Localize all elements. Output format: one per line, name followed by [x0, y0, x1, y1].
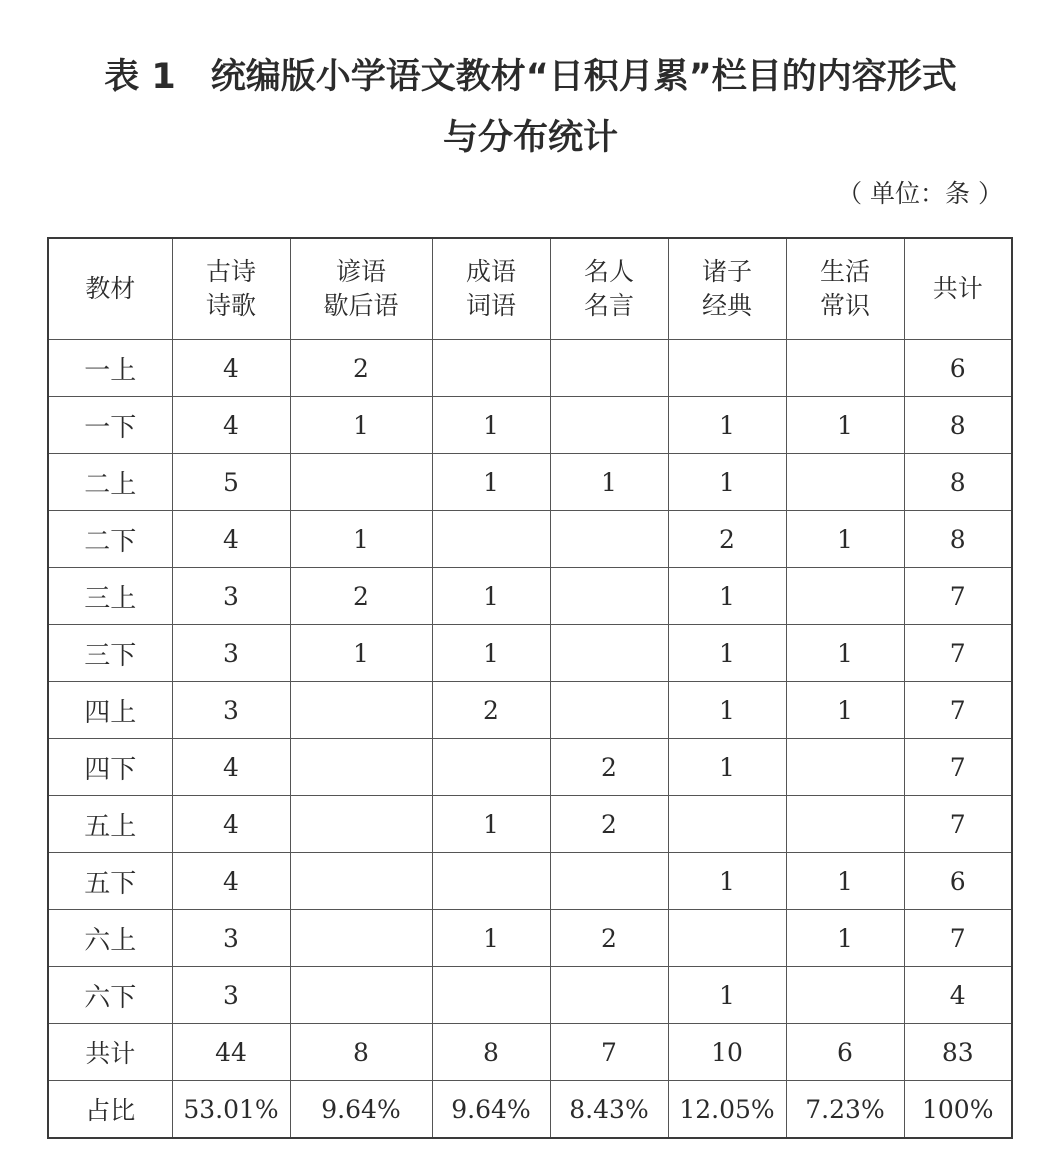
table-cell	[786, 568, 904, 625]
header-line: 教材	[85, 274, 136, 303]
table-cell: 2	[550, 796, 668, 853]
header-line: 共计	[932, 274, 983, 303]
table-cell: 4	[172, 511, 290, 568]
table-cell: 4	[172, 853, 290, 910]
table-cell: 1	[668, 853, 786, 910]
table-cell: 8.43%	[550, 1081, 668, 1139]
row-label: 六上	[48, 910, 172, 967]
table-cell: 9.64%	[432, 1081, 550, 1139]
table-cell: 5	[172, 454, 290, 511]
table-row	[48, 454, 1012, 511]
table-cell: 3	[172, 682, 290, 739]
table-cell	[550, 397, 668, 454]
table-cell: 1	[668, 397, 786, 454]
table-cell	[550, 967, 668, 1024]
table-row	[48, 568, 1012, 625]
table-cell: 3	[172, 625, 290, 682]
row-label: 三上	[48, 568, 172, 625]
header-ancient-poetry	[172, 238, 290, 340]
table-cell: 7	[550, 1024, 668, 1081]
table-cell: 6	[904, 340, 1012, 397]
table-cell	[668, 796, 786, 853]
table-row	[48, 1081, 1012, 1139]
table-row	[48, 910, 1012, 967]
table-cell: 8	[290, 1024, 432, 1081]
table-cell: 8	[904, 454, 1012, 511]
table-cell: 1	[668, 568, 786, 625]
table-cell: 7.23%	[786, 1081, 904, 1139]
table-cell: 3	[172, 967, 290, 1024]
row-label: 四下	[48, 739, 172, 796]
table-cell: 3	[172, 910, 290, 967]
table-cell: 3	[172, 568, 290, 625]
table-cell	[432, 511, 550, 568]
table-cell: 1	[786, 853, 904, 910]
row-label: 五上	[48, 796, 172, 853]
table-cell: 4	[904, 967, 1012, 1024]
table-cell: 2	[550, 910, 668, 967]
table-cell: 8	[432, 1024, 550, 1081]
table-cell	[786, 454, 904, 511]
header-line: 古诗	[205, 257, 256, 286]
table-cell: 7	[904, 625, 1012, 682]
table-cell: 1	[432, 625, 550, 682]
row-label: 五下	[48, 853, 172, 910]
table-row	[48, 796, 1012, 853]
table-cell: 9.64%	[290, 1081, 432, 1139]
header-common-knowledge	[786, 238, 904, 340]
table-cell	[550, 682, 668, 739]
table-cell	[432, 853, 550, 910]
table-cell	[290, 967, 432, 1024]
header-line: 经典	[701, 291, 752, 320]
table-cell: 6	[786, 1024, 904, 1081]
row-label: 一下	[48, 397, 172, 454]
table-cell: 12.05%	[668, 1081, 786, 1139]
table-cell: 7	[904, 910, 1012, 967]
table-cell	[290, 682, 432, 739]
table-cell	[786, 739, 904, 796]
table-cell	[668, 910, 786, 967]
header-textbook	[48, 238, 172, 340]
table-cell: 2	[550, 739, 668, 796]
table-cell: 1	[432, 454, 550, 511]
table-row	[48, 853, 1012, 910]
table-cell: 100%	[904, 1081, 1012, 1139]
table-cell: 1	[290, 511, 432, 568]
table-cell: 1	[432, 910, 550, 967]
table-cell	[432, 340, 550, 397]
table-cell: 1	[432, 397, 550, 454]
table-cell: 1	[786, 625, 904, 682]
header-line: 常识	[819, 291, 870, 320]
header-line: 生活	[819, 257, 870, 286]
table-title-line2: 与分布统计	[442, 118, 618, 158]
row-label: 共计	[48, 1024, 172, 1081]
header-line: 词语	[465, 291, 516, 320]
table-cell: 83	[904, 1024, 1012, 1081]
table-cell: 2	[290, 568, 432, 625]
table-title-line1: 表 1 统编版小学语文教材“日积月累”栏目的内容形式	[104, 57, 957, 97]
table-cell: 10	[668, 1024, 786, 1081]
header-line: 谚语	[335, 257, 386, 286]
header-line: 诗歌	[205, 291, 256, 320]
table-cell	[550, 625, 668, 682]
table-cell	[550, 568, 668, 625]
table-cell: 1	[290, 625, 432, 682]
table-cell: 1	[668, 682, 786, 739]
header-total	[904, 238, 1012, 340]
table-cell: 4	[172, 340, 290, 397]
table-cell: 8	[904, 511, 1012, 568]
table-row	[48, 625, 1012, 682]
table-cell: 2	[290, 340, 432, 397]
header-row	[48, 238, 1012, 340]
table-cell: 53.01%	[172, 1081, 290, 1139]
header-line: 成语	[465, 257, 516, 286]
table-cell: 2	[432, 682, 550, 739]
table-cell	[786, 967, 904, 1024]
table-row	[48, 340, 1012, 397]
table-cell	[290, 853, 432, 910]
table-cell: 1	[786, 511, 904, 568]
header-classics	[668, 238, 786, 340]
table-row	[48, 1024, 1012, 1081]
row-label: 一上	[48, 340, 172, 397]
table-row	[48, 511, 1012, 568]
table-cell: 7	[904, 568, 1012, 625]
header-idioms	[432, 238, 550, 340]
row-label: 四上	[48, 682, 172, 739]
header-line: 名言	[583, 291, 634, 320]
table-cell: 6	[904, 853, 1012, 910]
header-proverbs	[290, 238, 432, 340]
table-cell: 2	[668, 511, 786, 568]
table-cell: 7	[904, 796, 1012, 853]
table-cell: 1	[668, 454, 786, 511]
table-cell	[290, 739, 432, 796]
table-cell	[786, 340, 904, 397]
row-label: 二上	[48, 454, 172, 511]
table-cell: 1	[786, 397, 904, 454]
row-label: 二下	[48, 511, 172, 568]
table-cell: 1	[290, 397, 432, 454]
table-cell	[432, 967, 550, 1024]
table-cell: 44	[172, 1024, 290, 1081]
table-cell: 4	[172, 397, 290, 454]
table-cell: 1	[668, 967, 786, 1024]
unit-note: （ 单位：条 ）	[837, 179, 1003, 208]
table-cell	[668, 340, 786, 397]
table-cell	[290, 796, 432, 853]
table-row	[48, 397, 1012, 454]
header-line: 名人	[583, 257, 634, 286]
table-cell: 4	[172, 739, 290, 796]
table-cell: 1	[432, 568, 550, 625]
header-famous-quotes	[550, 238, 668, 340]
statistics-table	[47, 237, 1013, 1139]
table-cell: 4	[172, 796, 290, 853]
table-cell: 1	[786, 682, 904, 739]
table-cell: 7	[904, 739, 1012, 796]
table-cell: 1	[550, 454, 668, 511]
table-cell: 7	[904, 682, 1012, 739]
table-cell: 1	[668, 625, 786, 682]
table-cell	[550, 511, 668, 568]
header-line: 歇后语	[323, 291, 399, 320]
row-label: 三下	[48, 625, 172, 682]
table-cell: 1	[668, 739, 786, 796]
table-cell: 8	[904, 397, 1012, 454]
table-cell	[432, 739, 550, 796]
table-row	[48, 682, 1012, 739]
header-line: 诸子	[701, 257, 752, 286]
row-label: 占比	[48, 1081, 172, 1139]
table-cell	[290, 910, 432, 967]
table-row	[48, 967, 1012, 1024]
row-label: 六下	[48, 967, 172, 1024]
table-cell	[550, 340, 668, 397]
table-cell: 1	[432, 796, 550, 853]
table-cell	[786, 796, 904, 853]
table-cell	[290, 454, 432, 511]
table-row	[48, 739, 1012, 796]
table-cell	[550, 853, 668, 910]
table-cell: 1	[786, 910, 904, 967]
